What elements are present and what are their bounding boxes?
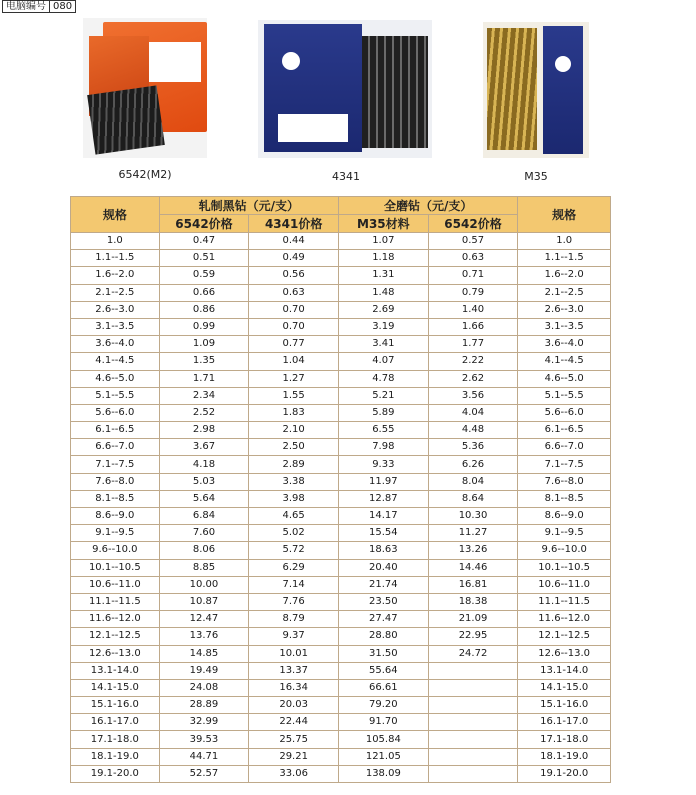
price-cell: 0.66	[159, 284, 249, 301]
spec-cell: 2.6--3.0	[71, 301, 160, 318]
price-cell: 44.71	[159, 748, 249, 765]
price-cell	[428, 765, 518, 782]
table-row	[71, 628, 611, 645]
product-photo-4341	[258, 20, 432, 158]
price-cell: 0.70	[249, 318, 339, 335]
price-cell: 1.09	[159, 336, 249, 353]
spec-cell: 3.1--3.5	[518, 318, 611, 335]
spec-cell: 16.1-17.0	[518, 714, 611, 731]
spec-cell: 11.1--11.5	[518, 593, 611, 610]
price-cell: 12.47	[159, 611, 249, 628]
price-cell: 1.48	[338, 284, 428, 301]
price-cell: 25.75	[249, 731, 339, 748]
spec-cell: 6.1--6.5	[71, 422, 160, 439]
table-row	[71, 593, 611, 610]
price-cell: 14.46	[428, 559, 518, 576]
price-cell: 20.40	[338, 559, 428, 576]
spec-cell: 9.6--10.0	[71, 542, 160, 559]
price-cell: 5.03	[159, 473, 249, 490]
spec-cell: 18.1-19.0	[518, 748, 611, 765]
table-row	[71, 250, 611, 267]
table-row	[71, 542, 611, 559]
price-cell: 28.89	[159, 697, 249, 714]
spec-cell: 1.0	[518, 233, 611, 250]
spec-cell: 16.1-17.0	[71, 714, 160, 731]
spec-cell: 1.0	[71, 233, 160, 250]
price-cell: 5.21	[338, 387, 428, 404]
table-row	[71, 645, 611, 662]
table-row	[71, 301, 611, 318]
price-cell: 21.74	[338, 576, 428, 593]
price-cell: 5.64	[159, 490, 249, 507]
spec-cell: 5.6--6.0	[518, 404, 611, 421]
price-cell	[428, 748, 518, 765]
table-row	[71, 267, 611, 284]
header-4341-price: 4341价格	[249, 215, 339, 233]
price-cell: 3.41	[338, 336, 428, 353]
price-cell: 2.62	[428, 370, 518, 387]
price-cell: 7.60	[159, 525, 249, 542]
spec-cell: 13.1-14.0	[518, 662, 611, 679]
price-cell: 2.34	[159, 387, 249, 404]
price-cell: 2.10	[249, 422, 339, 439]
price-cell: 0.70	[249, 301, 339, 318]
price-cell: 4.48	[428, 422, 518, 439]
price-cell: 0.79	[428, 284, 518, 301]
price-cell: 1.27	[249, 370, 339, 387]
price-cell: 0.77	[249, 336, 339, 353]
spec-cell: 7.6--8.0	[71, 473, 160, 490]
table-row	[71, 233, 611, 250]
price-cell: 138.09	[338, 765, 428, 782]
price-cell: 29.21	[249, 748, 339, 765]
product-photos	[0, 18, 696, 188]
price-cell: 4.07	[338, 353, 428, 370]
price-cell: 66.61	[338, 679, 428, 696]
price-cell: 10.30	[428, 508, 518, 525]
spec-cell: 5.1--5.5	[71, 387, 160, 404]
price-cell: 3.56	[428, 387, 518, 404]
spec-cell: 11.6--12.0	[71, 611, 160, 628]
spec-cell: 8.1--8.5	[518, 490, 611, 507]
photo-caption-6542: 6542(M2)	[118, 168, 172, 181]
price-cell: 0.63	[428, 250, 518, 267]
price-cell: 0.51	[159, 250, 249, 267]
spec-cell: 4.1--4.5	[518, 353, 611, 370]
price-cell: 5.02	[249, 525, 339, 542]
page-code-tag	[2, 0, 76, 13]
price-cell: 39.53	[159, 731, 249, 748]
price-cell: 0.86	[159, 301, 249, 318]
price-cell: 1.66	[428, 318, 518, 335]
price-cell: 3.38	[249, 473, 339, 490]
price-cell: 22.44	[249, 714, 339, 731]
spec-cell: 3.6--4.0	[71, 336, 160, 353]
spec-cell: 13.1-14.0	[71, 662, 160, 679]
spec-cell: 17.1-18.0	[518, 731, 611, 748]
price-cell: 24.08	[159, 679, 249, 696]
spec-cell: 15.1-16.0	[518, 697, 611, 714]
price-cell: 2.98	[159, 422, 249, 439]
spec-cell: 10.6--11.0	[71, 576, 160, 593]
price-cell: 3.98	[249, 490, 339, 507]
price-cell: 2.69	[338, 301, 428, 318]
price-cell: 8.64	[428, 490, 518, 507]
price-cell: 10.00	[159, 576, 249, 593]
price-cell	[428, 697, 518, 714]
header-spec-left: 规格	[71, 197, 160, 233]
price-cell: 33.06	[249, 765, 339, 782]
price-cell: 7.14	[249, 576, 339, 593]
spec-cell: 12.6--13.0	[518, 645, 611, 662]
spec-cell: 5.1--5.5	[518, 387, 611, 404]
price-cell	[428, 679, 518, 696]
spec-cell: 12.1--12.5	[518, 628, 611, 645]
price-cell: 1.35	[159, 353, 249, 370]
spec-cell: 10.1--10.5	[518, 559, 611, 576]
price-cell: 1.04	[249, 353, 339, 370]
spec-cell: 14.1-15.0	[518, 679, 611, 696]
price-cell: 8.79	[249, 611, 339, 628]
price-cell: 3.67	[159, 439, 249, 456]
page-code-label: 电脑编号	[6, 1, 46, 12]
header-group-rolled: 轧制黑钻（元/支）	[159, 197, 338, 215]
price-cell: 6.29	[249, 559, 339, 576]
spec-cell: 4.6--5.0	[518, 370, 611, 387]
spec-cell: 9.1--9.5	[71, 525, 160, 542]
price-cell: 11.27	[428, 525, 518, 542]
spec-cell: 8.6--9.0	[518, 508, 611, 525]
price-cell: 55.64	[338, 662, 428, 679]
spec-cell: 6.6--7.0	[71, 439, 160, 456]
price-cell: 1.71	[159, 370, 249, 387]
table-row	[71, 404, 611, 421]
price-cell: 18.63	[338, 542, 428, 559]
price-cell: 121.05	[338, 748, 428, 765]
price-cell	[428, 662, 518, 679]
price-cell: 9.33	[338, 456, 428, 473]
table-row	[71, 336, 611, 353]
price-cell: 10.01	[249, 645, 339, 662]
spec-cell: 8.1--8.5	[71, 490, 160, 507]
table-row	[71, 765, 611, 782]
header-m35-material: M35材料	[338, 215, 428, 233]
table-row	[71, 456, 611, 473]
spec-cell: 2.1--2.5	[71, 284, 160, 301]
price-cell: 5.36	[428, 439, 518, 456]
price-cell: 13.26	[428, 542, 518, 559]
price-cell: 24.72	[428, 645, 518, 662]
price-cell	[428, 731, 518, 748]
spec-cell: 12.1--12.5	[71, 628, 160, 645]
price-cell: 14.85	[159, 645, 249, 662]
spec-cell: 12.6--13.0	[71, 645, 160, 662]
spec-cell: 11.1--11.5	[71, 593, 160, 610]
table-row	[71, 353, 611, 370]
product-photo-m35	[483, 22, 589, 158]
page-code-number: 080	[49, 1, 75, 12]
table-row	[71, 370, 611, 387]
price-cell: 21.09	[428, 611, 518, 628]
table-row	[71, 731, 611, 748]
table-row	[71, 439, 611, 456]
price-cell: 2.50	[249, 439, 339, 456]
price-cell: 2.89	[249, 456, 339, 473]
price-cell: 4.78	[338, 370, 428, 387]
table-row	[71, 473, 611, 490]
price-cell: 31.50	[338, 645, 428, 662]
price-cell: 7.76	[249, 593, 339, 610]
spec-cell: 1.1--1.5	[71, 250, 160, 267]
price-cell: 0.47	[159, 233, 249, 250]
price-cell: 6.26	[428, 456, 518, 473]
header-6542-price-ground: 6542价格	[428, 215, 518, 233]
price-cell: 7.98	[338, 439, 428, 456]
price-cell: 32.99	[159, 714, 249, 731]
spec-cell: 10.6--11.0	[518, 576, 611, 593]
price-cell: 4.04	[428, 404, 518, 421]
price-cell: 2.22	[428, 353, 518, 370]
spec-cell: 1.6--2.0	[71, 267, 160, 284]
table-row	[71, 490, 611, 507]
price-cell: 0.59	[159, 267, 249, 284]
price-cell: 14.17	[338, 508, 428, 525]
price-cell: 12.87	[338, 490, 428, 507]
price-cell: 0.49	[249, 250, 339, 267]
price-cell: 0.44	[249, 233, 339, 250]
product-photo-6542	[83, 18, 207, 158]
spec-cell: 19.1-20.0	[518, 765, 611, 782]
table-row	[71, 662, 611, 679]
spec-cell: 3.6--4.0	[518, 336, 611, 353]
table-row	[71, 576, 611, 593]
price-cell: 105.84	[338, 731, 428, 748]
price-cell: 4.18	[159, 456, 249, 473]
price-cell: 2.52	[159, 404, 249, 421]
price-cell: 18.38	[428, 593, 518, 610]
price-cell: 0.57	[428, 233, 518, 250]
price-cell: 13.37	[249, 662, 339, 679]
price-cell: 16.81	[428, 576, 518, 593]
price-cell: 91.70	[338, 714, 428, 731]
price-cell: 15.54	[338, 525, 428, 542]
price-cell: 6.55	[338, 422, 428, 439]
spec-cell: 4.6--5.0	[71, 370, 160, 387]
spec-cell: 8.6--9.0	[71, 508, 160, 525]
table-row	[71, 284, 611, 301]
price-cell: 1.31	[338, 267, 428, 284]
price-cell: 6.84	[159, 508, 249, 525]
table-row	[71, 697, 611, 714]
price-cell: 5.89	[338, 404, 428, 421]
table-row	[71, 422, 611, 439]
table-row	[71, 679, 611, 696]
price-cell: 52.57	[159, 765, 249, 782]
spec-cell: 7.6--8.0	[518, 473, 611, 490]
price-cell: 16.34	[249, 679, 339, 696]
price-cell: 19.49	[159, 662, 249, 679]
price-cell: 79.20	[338, 697, 428, 714]
spec-cell: 1.1--1.5	[518, 250, 611, 267]
spec-cell: 19.1-20.0	[71, 765, 160, 782]
table-row	[71, 318, 611, 335]
table-row	[71, 748, 611, 765]
price-cell: 9.37	[249, 628, 339, 645]
spec-cell: 9.1--9.5	[518, 525, 611, 542]
header-6542-price: 6542价格	[159, 215, 249, 233]
table-row	[71, 559, 611, 576]
price-table	[70, 196, 611, 783]
spec-cell: 11.6--12.0	[518, 611, 611, 628]
spec-cell: 9.6--10.0	[518, 542, 611, 559]
price-cell: 0.99	[159, 318, 249, 335]
price-cell: 1.77	[428, 336, 518, 353]
price-cell: 20.03	[249, 697, 339, 714]
spec-cell: 14.1-15.0	[71, 679, 160, 696]
price-cell	[428, 714, 518, 731]
spec-cell: 5.6--6.0	[71, 404, 160, 421]
price-cell: 8.06	[159, 542, 249, 559]
photo-caption-m35: M35	[524, 170, 548, 183]
spec-cell: 10.1--10.5	[71, 559, 160, 576]
price-cell: 11.97	[338, 473, 428, 490]
price-cell: 23.50	[338, 593, 428, 610]
price-table-body	[71, 233, 611, 783]
spec-cell: 17.1-18.0	[71, 731, 160, 748]
price-cell: 1.07	[338, 233, 428, 250]
price-cell: 8.04	[428, 473, 518, 490]
price-cell: 8.85	[159, 559, 249, 576]
table-row	[71, 508, 611, 525]
price-cell: 1.40	[428, 301, 518, 318]
price-cell: 0.71	[428, 267, 518, 284]
price-cell: 10.87	[159, 593, 249, 610]
price-cell: 13.76	[159, 628, 249, 645]
price-cell: 0.63	[249, 284, 339, 301]
spec-cell: 15.1-16.0	[71, 697, 160, 714]
spec-cell: 4.1--4.5	[71, 353, 160, 370]
price-cell: 0.56	[249, 267, 339, 284]
price-cell: 5.72	[249, 542, 339, 559]
price-cell: 4.65	[249, 508, 339, 525]
table-row	[71, 387, 611, 404]
price-cell: 22.95	[428, 628, 518, 645]
price-cell: 1.55	[249, 387, 339, 404]
table-row	[71, 714, 611, 731]
price-cell: 27.47	[338, 611, 428, 628]
spec-cell: 6.6--7.0	[518, 439, 611, 456]
spec-cell: 3.1--3.5	[71, 318, 160, 335]
price-cell: 3.19	[338, 318, 428, 335]
table-row	[71, 611, 611, 628]
price-cell: 28.80	[338, 628, 428, 645]
spec-cell: 2.6--3.0	[518, 301, 611, 318]
header-spec-right: 规格	[518, 197, 611, 233]
table-row	[71, 525, 611, 542]
spec-cell: 7.1--7.5	[518, 456, 611, 473]
spec-cell: 2.1--2.5	[518, 284, 611, 301]
spec-cell: 6.1--6.5	[518, 422, 611, 439]
spec-cell: 1.6--2.0	[518, 267, 611, 284]
photo-caption-4341: 4341	[332, 170, 360, 183]
price-cell: 1.18	[338, 250, 428, 267]
header-group-ground: 全磨钻（元/支）	[338, 197, 517, 215]
spec-cell: 18.1-19.0	[71, 748, 160, 765]
spec-cell: 7.1--7.5	[71, 456, 160, 473]
price-cell: 1.83	[249, 404, 339, 421]
